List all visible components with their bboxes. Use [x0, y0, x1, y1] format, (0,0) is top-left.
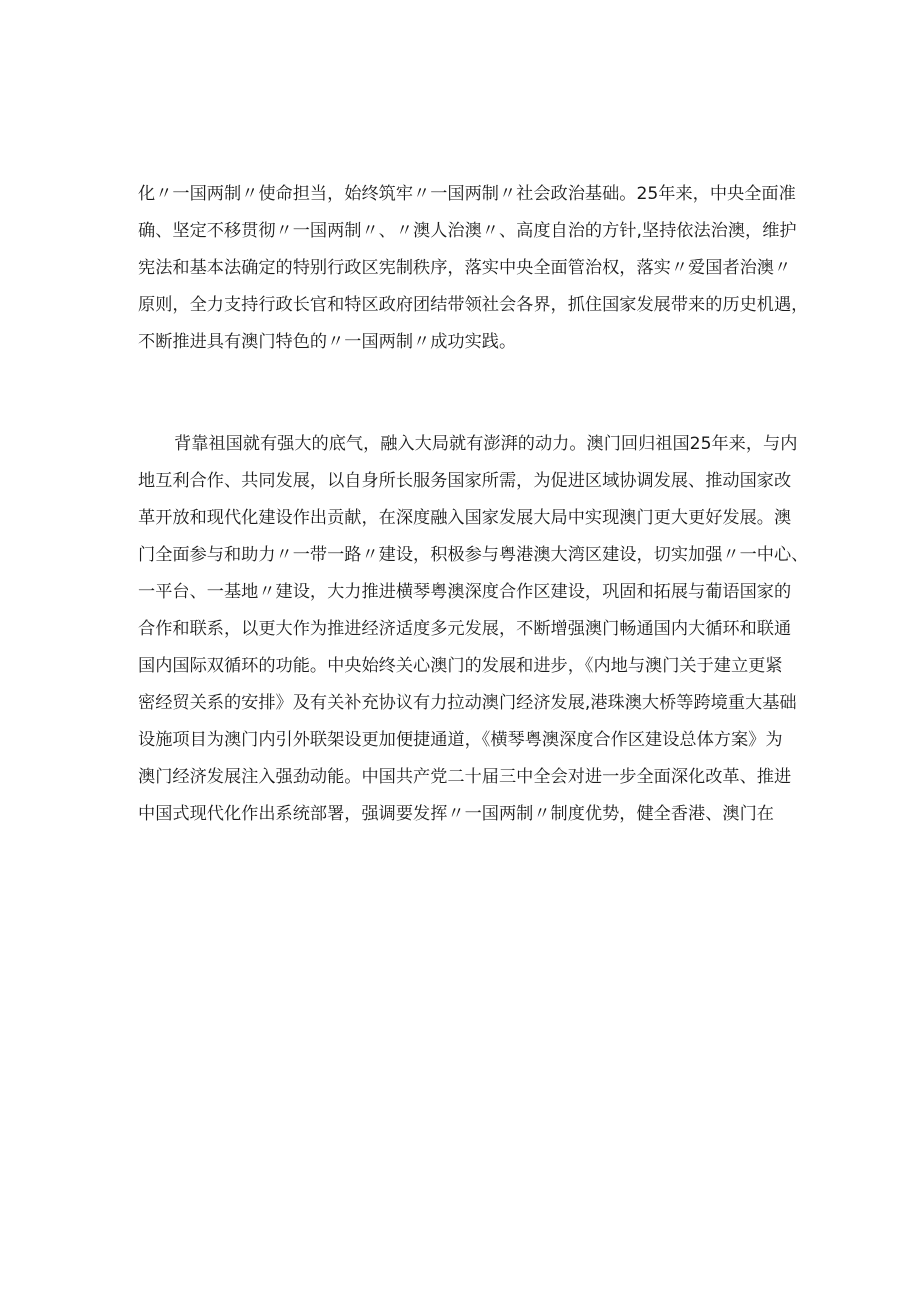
paragraph-line: 化〃一国两制〃使命担当，始终筑牢〃一国两制〃社会政治基础。25年来，中央全面准 — [138, 184, 796, 204]
paragraph-2 — [138, 426, 809, 833]
paragraph-line: 门全面参与和助力〃一带一路〃建设，积极参与粤港澳大湾区建设，切实加强〃一中心、 — [138, 545, 809, 565]
paragraph-line: 国内国际双循环的功能。中央始终关心澳门的发展和进步，《内地与澳门关于建立更紧 — [138, 656, 783, 676]
paragraph-line: 密经贸关系的安排》及有关补充协议有力拉动澳门经济发展,港珠澳大桥等跨境重大基础 — [138, 693, 797, 713]
paragraph-line: 革开放和现代化建设作出贡献，在深度融入国家发展大局中实现澳门更大更好发展。澳 — [138, 508, 792, 528]
paragraph-line: 合作和联系，以更大作为推进经济适度多元发展，不断增强澳门畅通国内大循环和联通 — [138, 619, 792, 639]
paragraph-line: 设施项目为澳门内引外联架设更加便捷通道，《横琴粤澳深度合作区建设总体方案》为 — [138, 730, 783, 750]
paragraph-line: 澳门经济发展注入强劲动能。中国共产党二十届三中全会对进一步全面深化改革、推进 — [138, 767, 792, 787]
paragraph-line: 背靠祖国就有强大的底气，融入大局就有澎湃的动力。澳门回归祖国25年来，与内 — [174, 434, 798, 454]
paragraph-line: 原则，全力支持行政长官和特区政府团结带领社会各界，抓住国家发展带来的历史机遇， — [138, 295, 809, 315]
paragraph-1 — [138, 176, 809, 361]
paragraph-line: 确、坚定不移贯彻〃一国两制〃、〃澳人治澳〃、高度自治的方针,坚持依法治澳，维护 — [138, 221, 797, 241]
paragraph-line: 中国式现代化作出系统部署，强调要发挥〃一国两制〃制度优势，健全香港、澳门在 — [138, 804, 774, 824]
paragraph-line: 不断推进具有澳门特色的〃一国两制〃成功实践。 — [138, 332, 517, 352]
paragraph-line: 宪法和基本法确定的特别行政区宪制秩序，落实中央全面管治权，落实〃爱国者治澳〃 — [138, 258, 792, 278]
paragraph-line: 地互利合作、共同发展，以自身所长服务国家所需，为促进区域协调发展、推动国家改 — [138, 471, 792, 491]
paragraph-line: 一平台、一基地〃建设，大力推进横琴粤澳深度合作区建设，巩固和拓展与葡语国家的 — [138, 582, 792, 602]
